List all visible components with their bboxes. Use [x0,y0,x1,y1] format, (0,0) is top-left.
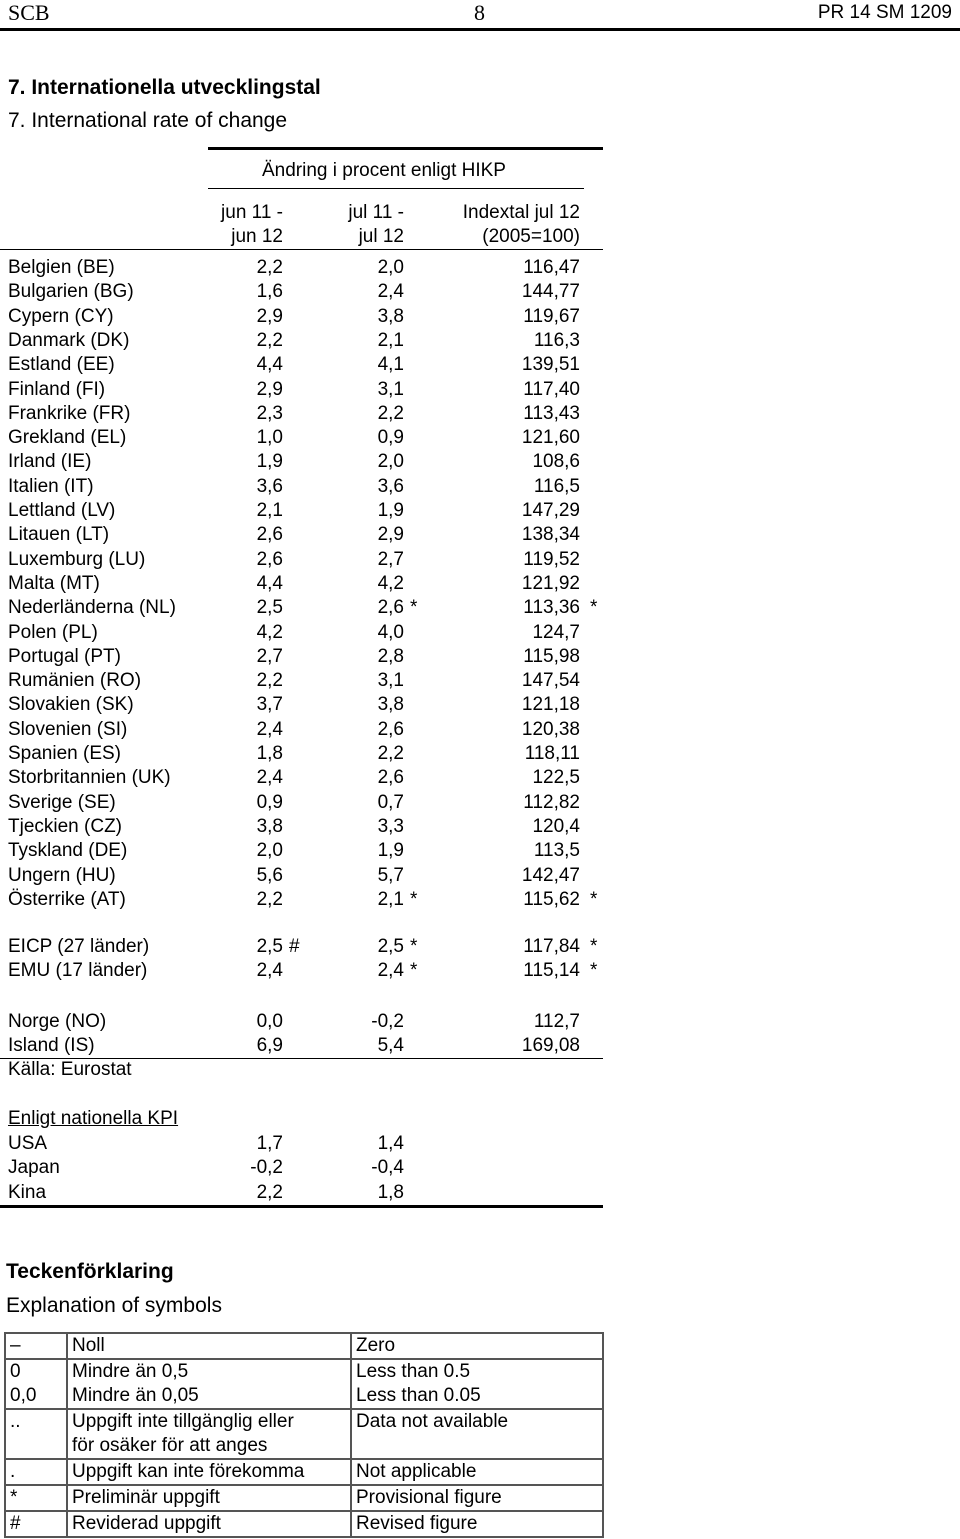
row-label: Japan [8,1157,60,1179]
cell-jul: 2,0 [377,451,404,473]
cell-jul: 5,4 [377,1035,404,1057]
row-label: Norge (NO) [8,1011,107,1032]
table-row [0,888,960,912]
column-group-header: Ändring i procent enligt HIKP [262,160,506,181]
cell-jun: 2,2 [256,1181,283,1203]
table-row [0,1010,960,1034]
cell-jun: 1,9 [256,451,283,473]
table-row [0,959,960,983]
column-header-index-line1: Indextal jul 12 [462,202,580,223]
cell-idx: 115,98 [523,645,580,667]
table-row [0,402,960,426]
table-row [0,572,960,596]
footnote-flag: # [289,936,300,957]
row-label: Finland (FI) [8,378,106,400]
cell-idx: 122,5 [532,767,580,789]
cell-jun: 2,6 [256,548,283,570]
source-note: Källa: Eurostat [8,1059,132,1080]
legend-symbol: * [5,1485,67,1511]
table-row [0,1034,960,1058]
cell-jun: 3,6 [256,475,283,497]
cell-idx: 147,29 [521,500,580,521]
legend-swedish: Reviderad uppgift [67,1511,351,1537]
legend-symbol: .. [5,1409,67,1459]
legend-row [5,1459,603,1485]
row-label: Slovakien (SK) [8,694,134,716]
cell-jul: 5,7 [377,864,404,886]
page-subtitle: 7. International rate of change [8,109,288,132]
header-rule [0,28,960,31]
publication-id: PR 14 SM 1209 [817,2,952,23]
cell-jul: 2,4 [377,281,404,303]
table-row [0,791,960,815]
column-header-index-line2: (2005=100) [482,226,580,247]
cell-jun: 2,0 [256,840,283,862]
footnote-flag: * [410,936,418,957]
row-label: Irland (IE) [8,451,92,473]
legend-english: Zero [351,1333,603,1359]
cell-jun: 2,2 [256,670,283,692]
column-group-rule [208,188,584,189]
cell-jul: 1,9 [377,840,404,862]
cell-idx: 116,47 [523,257,580,278]
legend-row [5,1333,603,1359]
footnote-flag: * [590,597,598,619]
table-row [0,718,960,742]
column-header-jun [221,201,283,249]
row-label: Sverige (SE) [8,791,116,813]
column-header-jun-line1: jun 11 - [221,202,283,223]
row-label: EMU (17 länder) [8,960,148,982]
cell-jul: -0,4 [371,1157,404,1179]
legend-swedish: Preliminär uppgift [67,1485,351,1511]
cell-jun: 2,4 [256,767,283,789]
cell-jun: 3,8 [256,815,283,837]
column-header-jul [348,201,404,249]
cell-jun: 1,6 [256,281,283,303]
cell-idx: 115,14 [523,960,580,982]
row-label: Tjeckien (CZ) [8,815,123,837]
row-label: Storbritannien (UK) [8,767,171,789]
row-label: Polen (PL) [8,621,98,643]
cell-jun: 3,7 [256,694,283,716]
cell-idx: 147,54 [521,670,580,692]
row-label: Estland (EE) [8,354,115,376]
cell-jul: 2,0 [377,257,404,278]
cell-jul: 2,6 [377,767,404,789]
legend-row [5,1485,603,1511]
legend-symbol: 0 0,0 [5,1359,67,1409]
cell-idx: 124,7 [532,621,580,643]
table-row [0,596,960,620]
cell-jun: 2,6 [256,524,283,546]
table-row [0,839,960,863]
cell-idx: 121,92 [521,572,580,594]
row-label: Grekland (EL) [8,427,127,449]
row-label: Spanien (ES) [8,743,122,764]
cell-jun: 2,2 [256,257,283,278]
cell-idx: 116,3 [533,329,580,351]
footnote-flag: * [590,960,598,982]
row-label: Österrike (AT) [8,888,126,910]
table-bottom-rule [0,1205,603,1208]
cell-jun: 0,9 [256,791,283,813]
cell-jul: 1,8 [377,1181,404,1203]
cell-jul: 2,4 [377,960,404,982]
legend-row [5,1409,603,1459]
cell-idx: 112,82 [523,791,580,813]
footnote-flag: * [590,936,598,957]
cell-jul: 2,1 [377,888,404,910]
cell-idx: 113,36 [523,597,580,619]
row-label: EICP (27 länder) [8,936,150,957]
national-cpi-title: Enligt nationella KPI [8,1108,179,1129]
table-row [0,1132,960,1156]
legend-symbol: – [5,1333,67,1359]
column-header-jul-line1: jul 11 - [348,202,404,223]
table-top-rule [208,147,603,150]
footnote-flag: * [410,960,418,982]
table-row [0,1156,960,1180]
cell-jun: 2,5 [256,597,283,619]
legend-english: Provisional figure [351,1485,603,1511]
cell-jul: 2,5 [377,936,404,957]
table-row [0,523,960,547]
cell-jul: 3,6 [377,475,404,497]
legend-english: Not applicable [351,1459,603,1485]
page-title: 7. Internationella utvecklingstal [8,76,321,99]
row-label: Slovenien (SI) [8,718,128,740]
row-label: Rumänien (RO) [8,670,142,692]
cell-idx: 108,6 [532,451,580,473]
table-row [0,766,960,790]
column-header-jun-line2: jun 12 [231,226,283,247]
row-label: Nederländerna (NL) [8,597,176,619]
cell-jul: 4,2 [377,572,404,594]
cell-jun: 4,4 [256,572,283,594]
cell-jul: 2,9 [377,524,404,546]
cell-jul: 3,8 [377,305,404,327]
row-label: Italien (IT) [8,475,94,497]
cell-idx: 142,47 [521,864,580,886]
row-label: Kina [8,1181,47,1203]
row-label: Danmark (DK) [8,329,130,351]
legend-table [4,1332,604,1538]
table-row [0,475,960,499]
cell-jun: 5,6 [256,864,283,886]
cell-jun: 2,1 [256,500,283,521]
org-name: SCB [8,0,50,25]
column-header-index [463,201,580,249]
table-row [0,815,960,839]
legend-symbol: # [5,1511,67,1537]
cell-idx: 121,18 [521,694,580,716]
row-label: Tyskland (DE) [8,840,128,862]
row-label: Cypern (CY) [8,305,114,327]
cell-jul: 2,2 [377,402,404,424]
legend-subtitle: Explanation of symbols [6,1294,222,1317]
cell-idx: 116,5 [533,475,580,497]
cell-jul: -0,2 [371,1011,404,1032]
cell-jun: 2,2 [256,888,283,910]
cell-idx: 113,5 [533,840,580,862]
cell-jun: 2,4 [256,960,283,982]
row-label: Island (IS) [8,1035,95,1057]
table-row [0,450,960,474]
row-label: Lettland (LV) [8,500,116,521]
row-label: Belgien (BE) [8,257,115,278]
cell-jul: 0,9 [377,427,404,449]
legend-row [5,1511,603,1537]
cell-jul: 3,8 [377,694,404,716]
cell-jul: 3,1 [377,378,404,400]
cell-idx: 118,11 [524,743,580,764]
cell-idx: 117,84 [523,936,580,957]
cell-idx: 113,43 [523,402,580,424]
cell-idx: 169,08 [521,1035,580,1057]
table-row [0,499,960,523]
cell-jul: 3,3 [377,815,404,837]
header-bottom-rule [0,249,603,250]
row-label: Frankrike (FR) [8,402,131,424]
legend-english: Less than 0.5 Less than 0.05 [351,1359,603,1409]
table-row [0,280,960,304]
table-row [0,1181,960,1205]
cell-jun: 2,4 [256,718,283,740]
cell-jun: 2,9 [256,305,283,327]
cell-idx: 120,38 [521,718,580,740]
table-row [0,693,960,717]
cell-idx: 144,77 [521,281,580,303]
table-row [0,742,960,766]
footnote-flag: * [410,888,418,910]
column-header-jul-line2: jul 12 [358,226,404,247]
cell-idx: 112,7 [533,1011,580,1032]
cell-idx: 121,60 [521,427,580,449]
row-label: Malta (MT) [8,572,100,594]
legend-swedish: Noll [67,1333,351,1359]
row-label: Luxemburg (LU) [8,548,146,570]
cell-jul: 2,8 [377,645,404,667]
cell-idx: 119,52 [523,548,580,570]
table-row [0,329,960,353]
cell-jun: 0,0 [256,1011,283,1032]
cell-jul: 2,1 [377,329,404,351]
row-label: Litauen (LT) [8,524,110,546]
table-row [0,305,960,329]
table-row [0,548,960,572]
cell-jun: 2,3 [256,402,283,424]
table-row [0,426,960,450]
row-label: Ungern (HU) [8,864,116,886]
cell-jul: 1,9 [377,500,404,521]
cell-jul: 2,6 [377,718,404,740]
table-row [0,864,960,888]
cell-jun: -0,2 [250,1157,283,1179]
row-label: Bulgarien (BG) [8,281,134,303]
footnote-flag: * [590,888,598,910]
cell-idx: 138,34 [521,524,580,546]
table-row [0,378,960,402]
cell-jun: 1,7 [256,1133,283,1154]
legend-english: Data not available [351,1409,603,1459]
cell-jun: 2,5 [256,936,283,957]
legend-row [5,1359,603,1409]
cell-jun: 4,2 [256,621,283,643]
cell-jul: 0,7 [377,791,404,813]
cell-jun: 1,8 [256,743,283,764]
cell-jun: 2,7 [256,645,283,667]
table-row [0,645,960,669]
legend-symbol: . [5,1459,67,1485]
table-row [0,353,960,377]
table-row [0,621,960,645]
cell-idx: 115,62 [523,888,580,910]
cell-jul: 2,6 [377,597,404,619]
cell-idx: 139,51 [521,354,580,376]
cell-idx: 119,67 [523,305,580,327]
cell-jun: 2,9 [256,378,283,400]
table-row [0,935,960,959]
legend-english: Revised figure [351,1511,603,1537]
cell-jul: 2,7 [377,548,404,570]
row-label: Portugal (PT) [8,645,121,667]
cell-jun: 1,0 [256,427,283,449]
cell-jun: 2,2 [256,329,283,351]
cell-idx: 117,40 [523,378,580,400]
cell-jul: 1,4 [377,1133,404,1154]
cell-jul: 4,1 [377,354,404,376]
cell-jun: 4,4 [256,354,283,376]
cell-jun: 6,9 [256,1035,283,1057]
page-number: 8 [474,0,485,25]
legend-title: Teckenförklaring [6,1260,174,1283]
cell-jul: 2,2 [377,743,404,764]
legend-swedish: Uppgift kan inte förekomma [67,1459,351,1485]
legend-swedish: Uppgift inte tillgänglig eller för osäker för att anges [67,1409,351,1459]
table-row [0,256,960,280]
row-label: USA [8,1133,48,1154]
cell-jul: 4,0 [377,621,404,643]
table-row [0,669,960,693]
cell-jul: 3,1 [377,670,404,692]
legend-swedish: Mindre än 0,5 Mindre än 0,05 [67,1359,351,1409]
cell-idx: 120,4 [532,815,580,837]
footnote-flag: * [410,597,418,619]
